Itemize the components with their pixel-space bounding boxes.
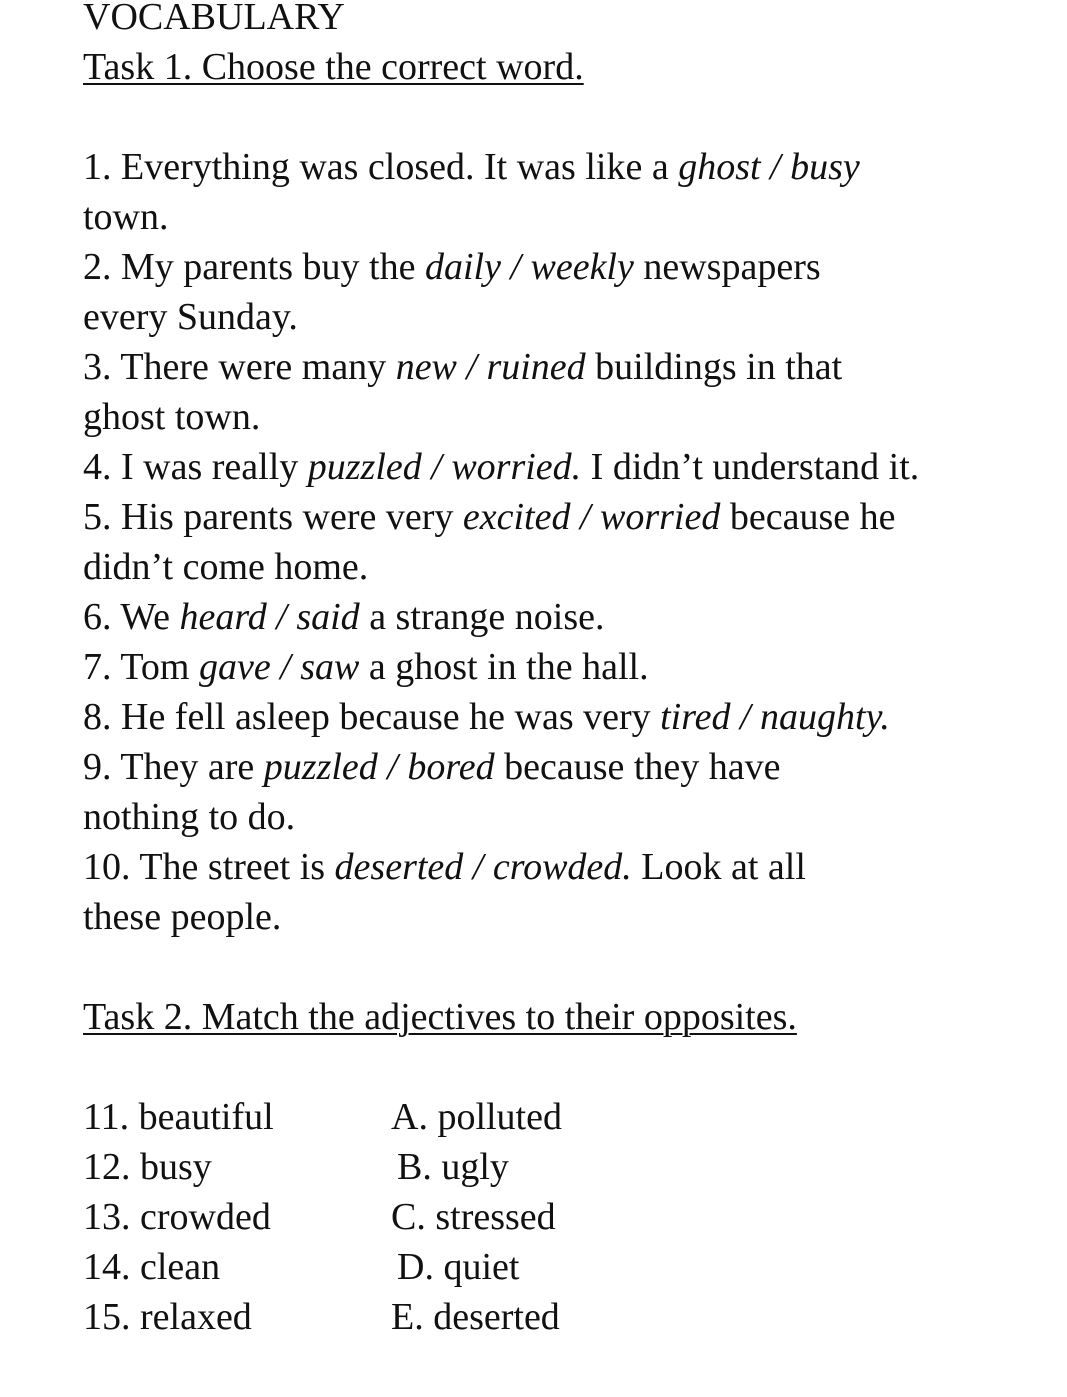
task1-item: 10. The street is deserted / crowded. Look at all these people. [83, 846, 806, 938]
word-choice: puzzled / bored [263, 746, 495, 788]
task1-item: 6. We heard / said a strange noise. [83, 596, 605, 638]
opposite: B. ugly [397, 1146, 509, 1188]
task1-item: 4. I was really puzzled / worried. I didn’t understand it. [83, 446, 920, 488]
match-row [83, 1192, 1033, 1242]
word-choice: heard / said [179, 596, 360, 638]
task1-item: 3. There were many new / ruined buildings in that ghost town. [83, 346, 843, 438]
word-choice: daily / weekly [424, 246, 634, 288]
spacer [83, 92, 1033, 142]
task1-item: 1. Everything was closed. It was like a ghost / busy town. [83, 146, 860, 238]
task1-item: 7. Tom gave / saw a ghost in the hall. [83, 646, 649, 688]
opposite: C. stressed [391, 1196, 556, 1238]
word-choice: excited / worried [462, 496, 721, 538]
word-choice: tired / naughty. [660, 696, 890, 738]
adjective: 12. busy [83, 1146, 212, 1188]
opposite: D. quiet [397, 1246, 520, 1288]
word-choice: puzzled / worried. [307, 446, 582, 488]
adjective: 15. relaxed [83, 1296, 252, 1338]
match-row [83, 1292, 1033, 1342]
opposite: E. deserted [391, 1296, 560, 1338]
word-choice: new / ruined [395, 346, 586, 388]
spacer [83, 1042, 1033, 1092]
task1-list [83, 142, 1033, 942]
adjective: 14. clean [83, 1246, 221, 1288]
section-heading: VOCABULARY [83, 0, 345, 38]
task2-title: Task 2. Match the adjectives to their opposites. [83, 996, 797, 1038]
match-row [83, 1092, 1033, 1142]
task1-item: 9. They are puzzled / bored because they have nothing to do. [83, 746, 781, 838]
word-choice: ghost / busy [678, 146, 860, 188]
adjective: 11. beautiful [83, 1096, 274, 1138]
word-choice: gave / saw [198, 646, 360, 688]
match-row [83, 1242, 1033, 1292]
opposite: A. polluted [391, 1096, 562, 1138]
adjective: 13. crowded [83, 1196, 271, 1238]
word-choice: deserted / crowded. [334, 846, 632, 888]
worksheet [83, 0, 1033, 1342]
match-row [83, 1142, 1033, 1192]
task1-item: 8. He fell asleep because he was very tired / naughty. [83, 696, 890, 738]
spacer [83, 942, 1033, 992]
task1-item: 5. His parents were very excited / worried because he didn’t come home. [83, 496, 896, 588]
task1-title: Task 1. Choose the correct word. [83, 46, 584, 88]
task1-item: 2. My parents buy the daily / weekly newspapers every Sunday. [83, 246, 821, 338]
task2-table [83, 1092, 1033, 1342]
